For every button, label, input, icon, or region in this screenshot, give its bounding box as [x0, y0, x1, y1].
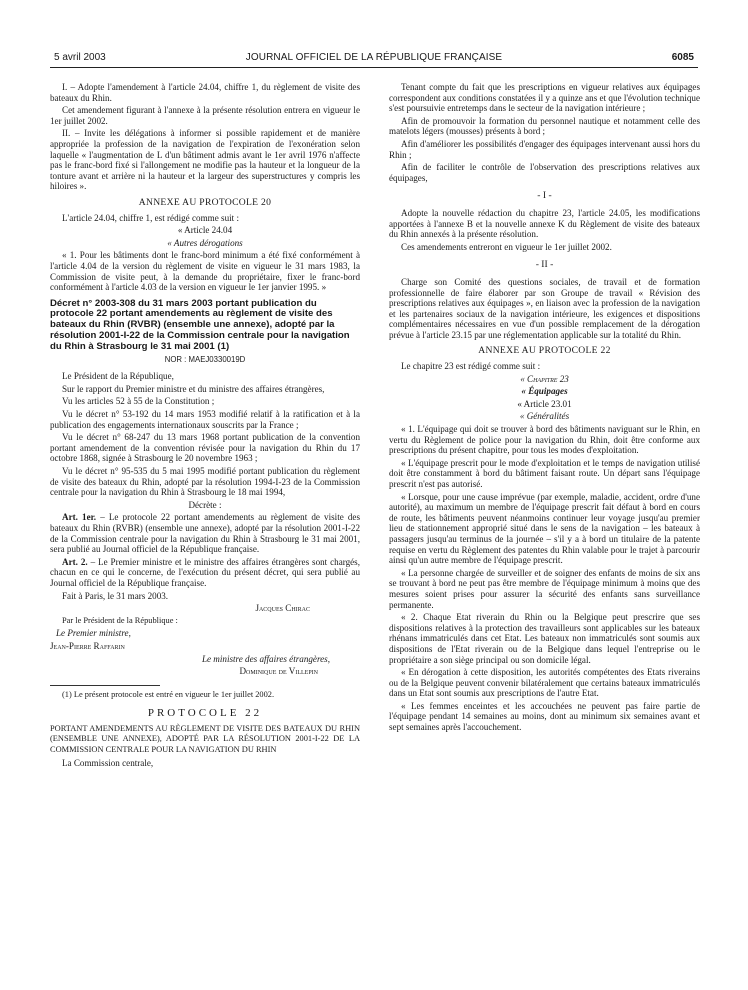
paragraph: Vu le décret n° 53-192 du 14 mars 1953 modifié relatif à la ratification et à la publication des engagements internationaux souscrits par la France ; [50, 409, 360, 430]
paragraph: « Lorsque, pour une cause imprévue (par exemple, maladie, accident, ordre d'une autorité), au maximum un membre de l'équipage prescrit fait défaut à bord en cours de route, les bâtiments peuvent néanmoins continuer leur voyage jusqu'au premier lieu de stationnement approprié situé dans le sens de la navigation – les bateaux à passagers jusqu'au terminus de la journée – s'il y a à bord un titulaire de la patente requise en vertu du Règlement des patentes du Rhin valable pour le trajet à parcourir ainsi qu'un autre membre de l'équipage prescrit. [389, 491, 700, 566]
paragraph: Sur le rapport du Premier ministre et du ministre des affaires étrangères, [62, 383, 325, 394]
paragraph: « En dérogation à cette disposition, les autorités compétentes des Etats riverains ou de la Belgique peuvent convenir bilatéralement que certains bateaux immatriculés dans un Etat sont soumis aux prescriptions de l'autre Etat. [389, 667, 700, 699]
article-2 [50, 557, 360, 589]
paragraph: Tenant compte du fait que les prescriptions en vigueur relatives aux équipages correspondent aux conditions constatées il y a quinze ans et que l'évolution technique s'est poursuivie entretemps dans le secteur de la navigation intérieure ; [389, 82, 700, 114]
paragraph: « Les femmes enceintes et les accouchées ne peuvent pas faire partie de l'équipage pendant 14 semaines au moins, dont au minimum six semaines avant et sept semaines après l'accouchement. [389, 700, 700, 733]
footnote-rule [50, 685, 160, 686]
paragraph: « 1. Pour les bâtiments dont le franc-bord minimum a été fixé conformément à l'article 4.04 de la version du règlement de visite en vigueur le 31 mars 1983, la Commission de visite peut, à la demande du propriétaire, fixer le franc-bord conformément à l'article 4.03 de la version en vigueur le 1er janvier 1995. » [50, 250, 360, 293]
paragraph: Fait à Paris, le 31 mars 2003. [62, 590, 169, 601]
chapter-subheading: « Équipages [521, 386, 568, 397]
article-subheading: « Autres dérogations [167, 237, 243, 248]
paragraph: Vu le décret n° 95-535 du 5 mai 1995 modifié portant publication du règlement de visite des bateaux du Rhin, adopté par la résolution 1994-I-23 de la Commission centrale pour la navigation du Rhin à Strasbourg le 18 mai 1994, [50, 466, 360, 498]
paragraph: Le Président de la République, [62, 371, 174, 382]
paragraph: L'article 24.04, chiffre 1, est rédigé comme suit : [62, 212, 239, 223]
section-heading: ANNEXE AU PROTOCOLE 20 [138, 196, 272, 208]
protocol-heading: PROTOCOLE 22 [147, 707, 263, 720]
left-column [50, 82, 360, 770]
section-number: - II - [535, 259, 554, 271]
paragraph: Afin de promouvoir la formation du personnel nautique et notamment celle des matelots légers (mousses) présents à bord ; [389, 115, 700, 137]
decrete-label: Décrète : [188, 499, 222, 510]
paragraph: Vu les articles 52 à 55 de la Constitution ; [62, 396, 215, 407]
paragraph: La Commission centrale, [62, 757, 154, 768]
signature-title: Le Premier ministre, [56, 628, 131, 639]
right-column [389, 82, 700, 735]
section-number: - I - [537, 190, 552, 202]
chapter-heading: « Chapitre 23 [520, 373, 569, 384]
paragraph: Le chapitre 23 est rédigé comme suit : [401, 361, 541, 372]
protocol-title: PORTANT AMENDEMENTS AU RÈGLEMENT DE VISITE DES BATEAUX DU RHIN (ENSEMBLE UNE ANNEXE), ADOPTÉ PAR LA RÉSOLUTION 2001-I-22 DE LA COMMISSION CENTRALE POUR LA NAVIGATION DU RHIN [50, 723, 360, 755]
footnote: (1) Le présent protocole est entré en vigueur le 1er juillet 2002. [62, 689, 275, 699]
paragraph: « 2. Chaque Etat riverain du Rhin ou la Belgique peut prescrire que ses dispositions relatives à la protection des travailleurs sont applicables sur les bateaux rhénans immatriculés dans cet Etat. Les bateaux non immatriculés sont soumis aux dispositions de l'Etat riverain ou de la Belgique dans lequel l'entreprise ou le propriétaire a son siège principal ou son domicile légal. [389, 612, 700, 665]
signature-foreign-minister: Dominique de Villepin [239, 666, 318, 677]
paragraph: Afin de faciliter le contrôle de l'observation des prescriptions relatives aux équipages, [389, 162, 700, 183]
section-heading: ANNEXE AU PROTOCOLE 22 [478, 345, 611, 357]
article-text: – Le Premier ministre et le ministre des affaires étrangères sont chargés, chacun en ce qui le concerne, de l'exécution du présent décret, qui sera publié au Journal officiel de la République française. [50, 556, 360, 588]
article-heading: « Article 24.04 [177, 225, 233, 236]
nor-reference: NOR : MAEJ0330019D [164, 354, 246, 364]
paragraph: I. – Adopte l'amendement à l'article 24.04, chiffre 1, du règlement de visite des bateaux du Rhin. [50, 82, 360, 103]
paragraph: « L'équipage prescrit pour le mode d'exploitation et le temps de navigation utilisé doit être constamment à bord du bâtiment faisant route. Un départ sans l'équipage prescrit n'est pas autorisé. [389, 457, 700, 489]
article-label: Art. 1er. [62, 512, 97, 523]
paragraph: Par le Président de la République : [62, 615, 178, 625]
signature-title: Le ministre des affaires étrangères, [201, 653, 330, 664]
signature-president: Jacques Chirac [255, 603, 310, 614]
paragraph: Charge son Comité des questions sociales, de travail et de formation professionnelle de faire élaborer par son Groupe de travail « Révision des prescriptions relatives aux équipages », en liaison avec la profession de la navigation et les partenaires sociaux de la navigation intérieure, les exigences et dispositions complémentaires nécessaires en vue d'un possible remplacement de la dérogation prévue à l'article 23.15 par une réglementation applicable sur la totalité du Rhin. [389, 276, 700, 340]
paragraph: Cet amendement figurant à l'annexe à la présente résolution entrera en vigueur le 1er juillet 2002. [50, 105, 360, 126]
article-subheading: « Généralités [519, 411, 570, 422]
article-heading: « Article 23.01 [517, 398, 572, 409]
decree-title: Décret n° 2003-308 du 31 mars 2003 portant publication du protocole 22 portant amendements au règlement de visite des bateaux du Rhin (RVBR) (ensemble une annexe), adopté par la résolution 2001-I-22 de la Commission centrale pour la navigation du Rhin à Strasbourg le 31 mai 2001 (1) [50, 297, 350, 352]
paragraph: II. – Invite les délégations à informer si possible rapidement et de manière appropriée la profession de la navigation de l'expiration de l'exonération selon laquelle « l'augmentation de L d'un bâtiment admis avant le 1er avril 1976 n'affecte pas le franc-bord fixé si l'allongement ne modifie pas la hauteur et la longueur de la tonture avant et arrière ni la hauteur et la largeur des superstructures y compris les hiloires ». [50, 128, 360, 192]
paragraph: Afin d'améliorer les possibilités d'engager des équipages intervenant aussi hors du Rhin ; [389, 138, 700, 160]
paragraph: Adopte la nouvelle rédaction du chapitre 23, l'article 24.05, les modifications apportées à l'annexe B et la nouvelle annexe K du Règlement de visite des bateaux du Rhin annexés à la présente résolution. [389, 207, 700, 240]
paragraph: Vu le décret n° 68-247 du 13 mars 1968 portant publication de la convention portant amendement de la convention révisée pour la navigation du Rhin du 17 octobre 1868, signée à Strasbourg le 20 novembre 1963 ; [50, 432, 360, 464]
page-header [50, 52, 698, 66]
paragraph: Ces amendements entreront en vigueur le 1er juillet 2002. [401, 241, 612, 252]
article-text: – Le protocole 22 portant amendements au règlement de visite des bateaux du Rhin (RVBR) (ensemble une annexe), adopté par la résolution 2001-I-22 de la Commission centrale pour la navigation du Rhin à Strasbourg le 31 mai 2001, sera publié au Journal officiel de la République française. [50, 512, 360, 555]
header-page-number: 6085 [671, 52, 694, 63]
paragraph: « 1. L'équipage qui doit se trouver à bord des bâtiments naviguant sur le Rhin, en vertu du Règlement de police pour la navigation du Rhin, doit être conforme aux prescriptions du présent chapitre, pour tous les modes d'exploitation. [389, 424, 700, 456]
header-journal-title: JOURNAL OFFICIEL DE LA RÉPUBLIQUE FRANÇAISE [245, 52, 503, 63]
header-rule [50, 67, 698, 68]
article-1 [50, 512, 360, 554]
header-date: 5 avril 2003 [54, 52, 106, 63]
article-label: Art. 2. [62, 556, 88, 567]
signature-prime-minister: Jean-Pierre Raffarin [50, 640, 125, 651]
paragraph: « La personne chargée de surveiller et de soigner des enfants de moins de six ans se trouvant à bord ne peut pas être membre de l'équipage minimum à moins que des mesures soient prises pour assurer la sécurité des enfants sans surveillance permanente. [389, 567, 700, 610]
